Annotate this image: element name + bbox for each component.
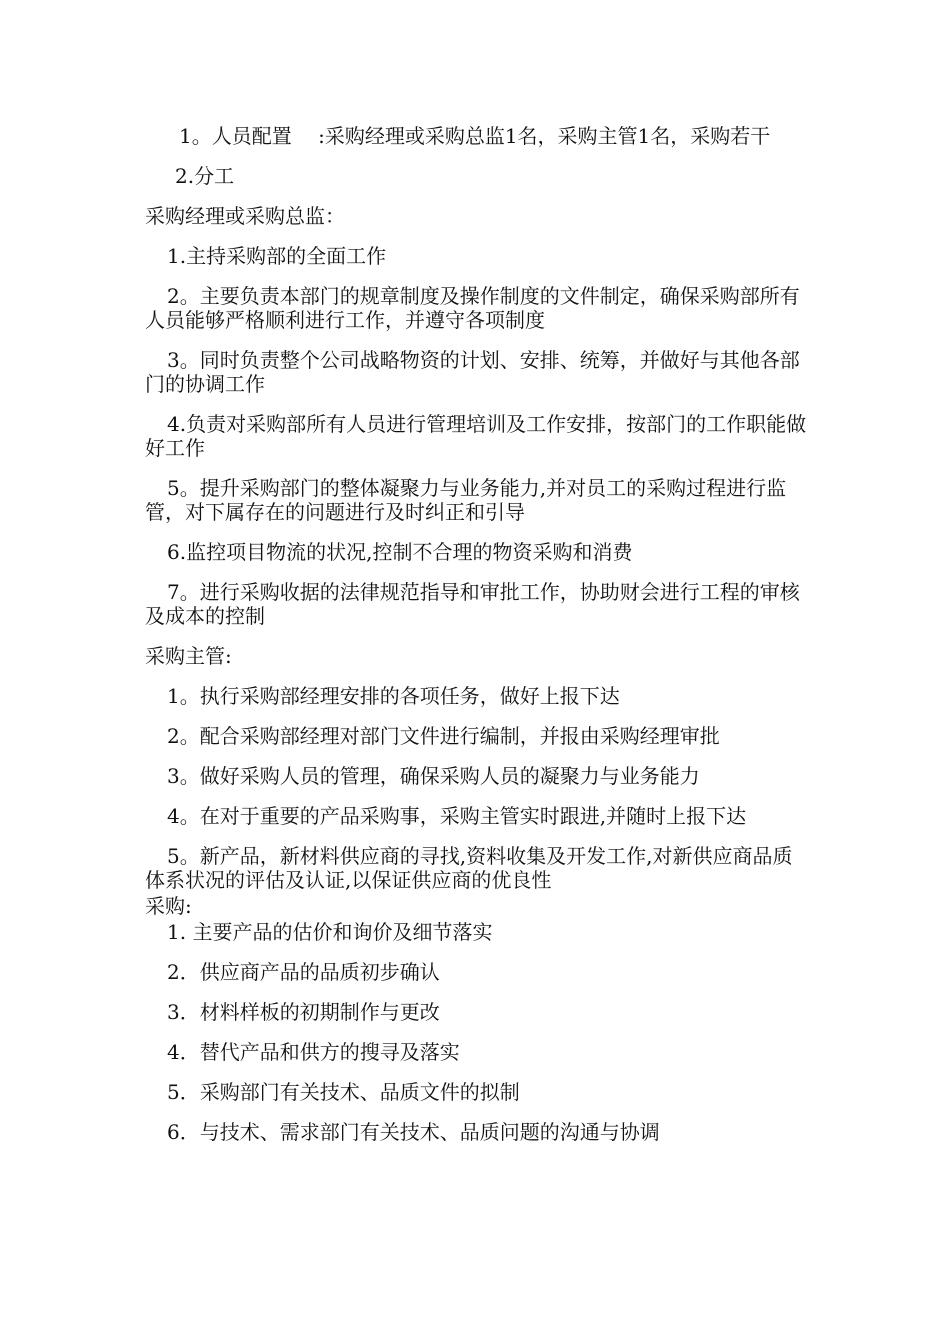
buyer-heading: 采购:	[145, 894, 192, 918]
buyer-item: 4．替代产品和供方的搜寻及落实	[167, 1040, 460, 1064]
manager-item: 6.监控项目物流的状况,控制不合理的物资采购和消费	[167, 540, 633, 564]
buyer-item: 3．材料样板的初期制作与更改	[167, 1000, 440, 1024]
buyer-item: 5．采购部门有关技术、品质文件的拟制	[167, 1080, 520, 1104]
supervisor-item: 5。新产品，新材料供应商的寻找,资料收集及开发工作,对新供应商品质体系状况的评估及认证,以保证供应商的优良性	[145, 844, 793, 892]
manager-item: 7。进行采购收据的法律规范指导和审批工作，协助财会进行工程的审核及成本的控制	[145, 580, 800, 628]
supervisor-item: 2。配合采购部经理对部门文件进行编制，并报由采购经理审批	[167, 724, 720, 748]
buyer-item: 1. 主要产品的估价和询价及细节落实	[167, 920, 493, 944]
manager-item: 3。同时负责整个公司战略物资的计划、安排、统筹，并做好与其他各部门的协调工作	[145, 348, 800, 396]
staffing-line: 1。人员配置 :采购经理或采购总监1名，采购主管1名，采购若干	[179, 124, 771, 148]
manager-item: 5。提升采购部门的整体凝聚力与业务能力,并对员工的采购过程进行监管，对下属存在的问题进行及时纠正和引导	[145, 476, 787, 524]
supervisor-item: 1。执行采购部经理安排的各项任务，做好上报下达	[167, 684, 620, 708]
supervisor-heading: 采购主管:	[145, 644, 232, 668]
buyer-item: 6．与技术、需求部门有关技术、品质问题的沟通与协调	[167, 1120, 660, 1144]
division-line: 2.分工	[175, 164, 235, 188]
buyer-item: 2．供应商产品的品质初步确认	[167, 960, 440, 984]
document-body	[145, 124, 809, 1160]
manager-item: 1.主持采购部的全面工作	[167, 244, 387, 268]
manager-item: 2。主要负责本部门的规章制度及操作制度的文件制定，确保采购部所有人员能够严格顺利进行工作，并遵守各项制度	[145, 284, 800, 332]
manager-item: 4.负责对采购部所有人员进行管理培训及工作安排，按部门的工作职能做好工作	[145, 412, 807, 460]
manager-heading: 采购经理或采购总监：	[145, 204, 345, 228]
supervisor-item: 4。在对于重要的产品采购事，采购主管实时跟进,并随时上报下达	[167, 804, 747, 828]
supervisor-item: 3。做好采购人员的管理，确保采购人员的凝聚力与业务能力	[167, 764, 700, 788]
